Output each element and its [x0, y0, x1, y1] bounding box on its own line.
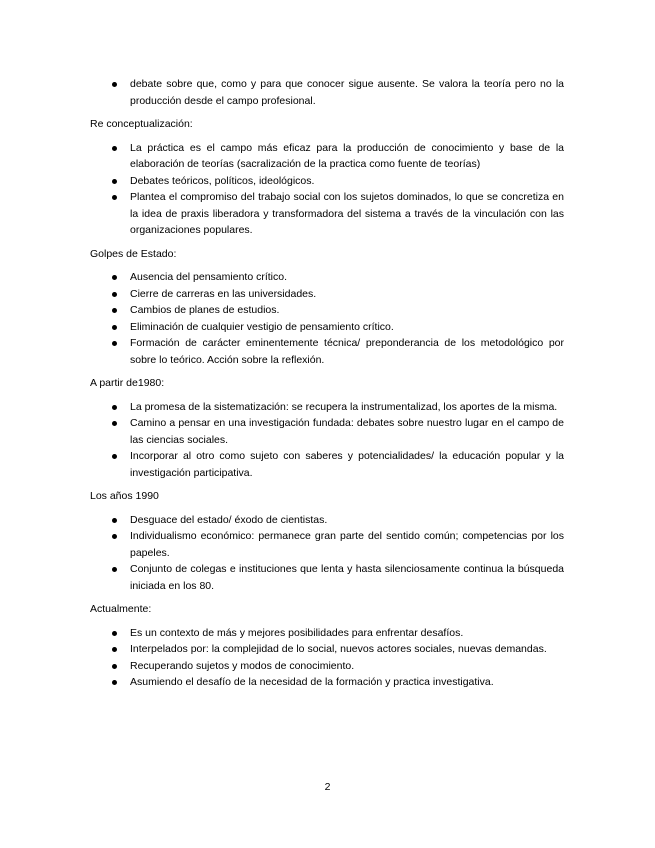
list-item-text: Debates teóricos, políticos, ideológicos.: [130, 174, 315, 187]
list-item-text: Incorporar al otro como sujeto con saberes y potencialidades/ la educación popular y la investigación participativa.: [130, 450, 564, 479]
section-heading: Re conceptualización:: [90, 118, 193, 130]
list-item-text: Ausencia del pensamiento crítico.: [130, 271, 288, 283]
list-item: [90, 286, 564, 303]
list-item-text: La práctica es el campo más eficaz para la producción de conocimiento y base de la elaboración de teorías (sacralización de la practica como fuente de teorías): [130, 141, 564, 170]
list-item: [90, 173, 564, 190]
bullet-icon: [112, 421, 117, 426]
list-item: [90, 399, 564, 416]
section-heading: Golpes de Estado:: [90, 247, 177, 260]
bullet-icon: [112, 405, 117, 410]
bullet-icon: [112, 292, 117, 297]
section-heading: A partir de1980:: [90, 377, 165, 389]
list-item-text: Cambios de planes de estudios.: [130, 304, 280, 316]
section-list: [90, 399, 564, 482]
list-item: [90, 140, 564, 173]
list-item-text: Cierre de carreras en las universidades.: [130, 287, 317, 300]
bullet-icon: [112, 179, 117, 184]
bullet-icon: [112, 308, 117, 313]
list-item-text: Conjunto de colegas e instituciones que lenta y hasta silenciosamente continua la búsqueda iniciada en los 80.: [130, 563, 564, 592]
bullet-icon: [112, 325, 117, 330]
list-item: [90, 335, 564, 368]
section-list: [90, 512, 564, 595]
list-item-text: La promesa de la sistematización: se recupera la instrumentalizad, los aportes de la misma.: [130, 400, 558, 413]
bullet-icon: [112, 454, 117, 459]
list-item-text: Recuperando sujetos y modos de conocimiento.: [130, 659, 355, 672]
list-item: [90, 528, 564, 561]
list-item-text: Camino a pensar en una investigación fundada: debates sobre nuestro lugar en el campo de las ciencias sociales.: [130, 417, 564, 446]
list-item-text: Individualismo económico: permanece gran parte del sentido común; competencias por los papeles.: [130, 530, 564, 559]
section-list: [90, 140, 564, 239]
list-item: [90, 189, 564, 239]
list-item: [90, 76, 564, 109]
list-item: [90, 415, 564, 448]
list-item: [90, 512, 564, 529]
list-item-text: Desguace del estado/ éxodo de cientistas.: [130, 513, 328, 526]
list-item: [90, 674, 564, 691]
list-item-text: Es un contexto de más y mejores posibilidades para enfrentar desafíos.: [130, 626, 464, 639]
list-item: [90, 625, 564, 642]
list-item: [90, 269, 564, 286]
list-item: [90, 641, 564, 658]
bullet-icon: [112, 195, 117, 200]
intro-list: [90, 76, 564, 109]
list-item-text: Formación de carácter eminentemente técnica/ preponderancia de los metodológico por sobre lo teórico. Acción sobre la reflexión.: [130, 337, 564, 366]
list-item-text: Interpelados por: la complejidad de lo social, nuevos actores sociales, nuevas demandas.: [130, 643, 547, 655]
list-item-text: Eliminación de cualquier vestigio de pensamiento crítico.: [130, 320, 394, 333]
bullet-icon: [112, 680, 117, 685]
bullet-icon: [112, 567, 117, 572]
bullet-icon: [112, 631, 117, 636]
bullet-icon: [112, 82, 117, 87]
bullet-icon: [112, 647, 117, 652]
list-item-text: Asumiendo el desafío de la necesidad de la formación y practica investigativa.: [130, 676, 494, 688]
section-heading: Los años 1990: [90, 490, 159, 502]
list-item: [90, 319, 564, 336]
section-heading: Actualmente:: [90, 603, 152, 615]
bullet-icon: [112, 534, 117, 539]
section-list: [90, 269, 564, 368]
list-item: [90, 658, 564, 675]
list-item: [90, 448, 564, 481]
list-item-text: debate sobre que, como y para que conocer sigue ausente. Se valora la teoría pero no la producción desde el campo profesional.: [130, 78, 564, 107]
list-item: [90, 302, 564, 319]
bullet-icon: [112, 146, 117, 151]
list-item-text: Plantea el compromiso del trabajo social con los sujetos dominados, lo que se concretiza en la idea de praxis liberadora y transformadora del sistema a través de la vinculación con las organizaciones populares.: [130, 191, 564, 236]
bullet-icon: [112, 341, 117, 346]
bullet-icon: [112, 664, 117, 669]
document-body: [90, 76, 564, 698]
bullet-icon: [112, 275, 117, 280]
page-number: 2: [324, 781, 331, 793]
section-list: [90, 625, 564, 691]
bullet-icon: [112, 518, 117, 523]
list-item: [90, 561, 564, 594]
